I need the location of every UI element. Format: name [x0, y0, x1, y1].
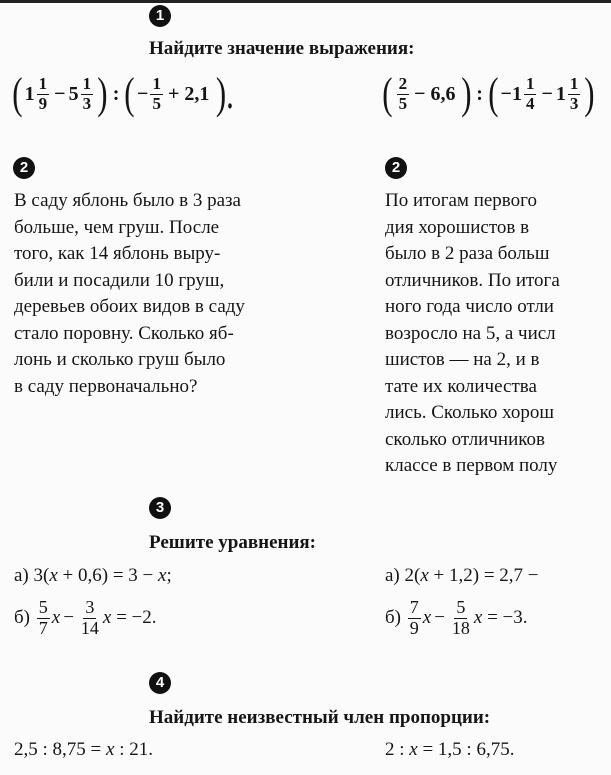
fraction — [408, 598, 421, 639]
section-2-right-problem-text — [385, 188, 560, 480]
text-line: возросло на 5, а числ — [385, 322, 556, 344]
numerator: 1 — [152, 73, 161, 93]
expression-part: 2( — [404, 565, 421, 586]
denominator: 18 — [451, 617, 470, 638]
fraction — [150, 75, 163, 113]
operator: − 6,6 — [414, 82, 456, 105]
section-4-heading: Найдите неизвестный член пропорции: — [149, 707, 491, 728]
denominator: 4 — [525, 93, 535, 113]
text-line: По итогам первого — [385, 190, 537, 211]
text-line: стало поровну. Сколько яб- — [14, 322, 234, 344]
variable: x — [106, 739, 115, 760]
numerator: 1 — [38, 73, 48, 93]
expression-part: = −3. — [487, 607, 528, 629]
numerator: 3 — [85, 597, 95, 617]
expression-part: 3( — [33, 565, 50, 586]
denominator: 3 — [82, 93, 92, 113]
operator: : — [476, 82, 483, 105]
operator: : — [112, 82, 120, 105]
denominator: 5 — [152, 93, 161, 113]
operator: − — [541, 82, 553, 105]
denominator: 9 — [409, 617, 419, 638]
mixed-whole: −1 — [500, 82, 522, 105]
mixed-whole: 5 — [68, 82, 79, 105]
section-3-number-badge: 3 — [149, 497, 171, 519]
variable: x — [158, 565, 167, 586]
fraction — [524, 75, 537, 113]
item-label: а) — [385, 565, 400, 586]
mixed-whole: 1 — [24, 82, 35, 105]
expression-part: ; — [166, 565, 172, 586]
top-border-line — [0, 0, 611, 3]
equation-left-b — [14, 598, 157, 639]
open-paren: ( — [12, 69, 23, 118]
item-label: б) — [14, 607, 30, 629]
expression-part: = −2. — [116, 607, 157, 629]
text-line: было в 2 раза больш — [385, 243, 550, 264]
close-paren: ) — [584, 69, 595, 118]
denominator: 3 — [569, 93, 579, 113]
text-line: сколько отличников — [385, 428, 545, 450]
close-paren: ) — [460, 69, 472, 118]
fraction — [397, 75, 410, 113]
text-line: того, как 14 яблонь выру- — [14, 243, 221, 264]
equation-right-b — [385, 598, 528, 639]
numerator: 2 — [398, 73, 408, 93]
expression-part: = 1,5 : 6,75. — [417, 739, 515, 760]
section-1-left-expression — [10, 69, 238, 118]
close-paren: ). — [216, 69, 235, 118]
text-line: лонь и сколько груш было — [14, 349, 226, 370]
equation-left-a — [14, 565, 172, 587]
numerator: 1 — [569, 73, 579, 93]
denominator: 7 — [38, 617, 48, 638]
variable: x — [49, 565, 58, 586]
equation-right-a — [385, 565, 539, 587]
fraction — [568, 75, 581, 113]
proportion-right — [385, 739, 514, 761]
section-3-heading: Решите уравнения: — [149, 532, 317, 553]
variable: x — [409, 739, 418, 760]
denominator: 9 — [38, 93, 48, 113]
expression-part: + 0,6) = 3 − — [57, 565, 159, 586]
text-line: били и посадили 10 груш, — [14, 269, 225, 291]
section-4-number-badge: 4 — [149, 672, 171, 694]
text-line: ного года число отли — [385, 296, 554, 317]
fraction — [79, 598, 101, 639]
close-paren: ) — [97, 69, 108, 118]
open-paren: ( — [382, 69, 393, 118]
expression-part: + 1,2) = 2,7 − — [428, 565, 539, 586]
operator: − — [63, 607, 74, 629]
text-line: в саду первоначально? — [14, 375, 198, 397]
fraction — [81, 75, 94, 113]
open-paren: ( — [488, 69, 499, 118]
expression-part: 2 : — [385, 739, 410, 760]
variable: x — [51, 607, 61, 629]
section-2-left-problem-text — [14, 188, 245, 400]
variable: x — [102, 607, 112, 629]
operator: − — [54, 82, 66, 105]
text-line: дия хорошистов в — [385, 216, 530, 238]
fraction — [450, 598, 472, 639]
section-2-left-number-badge: 2 — [13, 157, 35, 179]
fraction — [37, 598, 50, 639]
fraction — [37, 75, 50, 113]
denominator: 14 — [80, 617, 99, 638]
text-line: классе в первом полу — [385, 455, 558, 476]
text-line: шистов — на 2, и в — [385, 349, 540, 370]
section-2-right-number-badge: 2 — [385, 157, 407, 179]
section-1-heading: Найдите значение выражения: — [149, 38, 415, 59]
section-1-right-expression — [380, 69, 597, 118]
numerator: 7 — [409, 597, 419, 617]
variable: x — [422, 607, 432, 629]
numerator: 1 — [525, 73, 535, 93]
text-line: отличников. По итога — [385, 269, 560, 291]
sign: − — [137, 82, 149, 105]
proportion-left — [14, 739, 153, 761]
text-line: тате их количества — [385, 375, 537, 397]
denominator: 5 — [398, 93, 408, 113]
text-line: деревьев обоих видов в саду — [14, 296, 245, 317]
numerator: 1 — [82, 73, 92, 93]
expression-part: : 21. — [114, 739, 153, 760]
numerator: 5 — [38, 597, 48, 617]
text-line: больше, чем груш. После — [14, 216, 220, 238]
variable: x — [420, 565, 429, 586]
numerator: 5 — [456, 597, 466, 617]
variable: x — [473, 607, 483, 629]
item-label: б) — [385, 607, 401, 629]
open-paren: ( — [124, 69, 135, 118]
expression-part: 2,5 : 8,75 = — [14, 739, 106, 760]
operator: − — [434, 607, 445, 629]
text-line: лись. Сколько хорош — [385, 402, 555, 423]
operator: + 2,1 — [167, 82, 210, 105]
mixed-whole: 1 — [555, 82, 566, 105]
section-1-number-badge: 1 — [149, 5, 171, 27]
item-label: а) — [14, 565, 29, 586]
text-line: В саду яблонь было в 3 раза — [14, 190, 241, 211]
